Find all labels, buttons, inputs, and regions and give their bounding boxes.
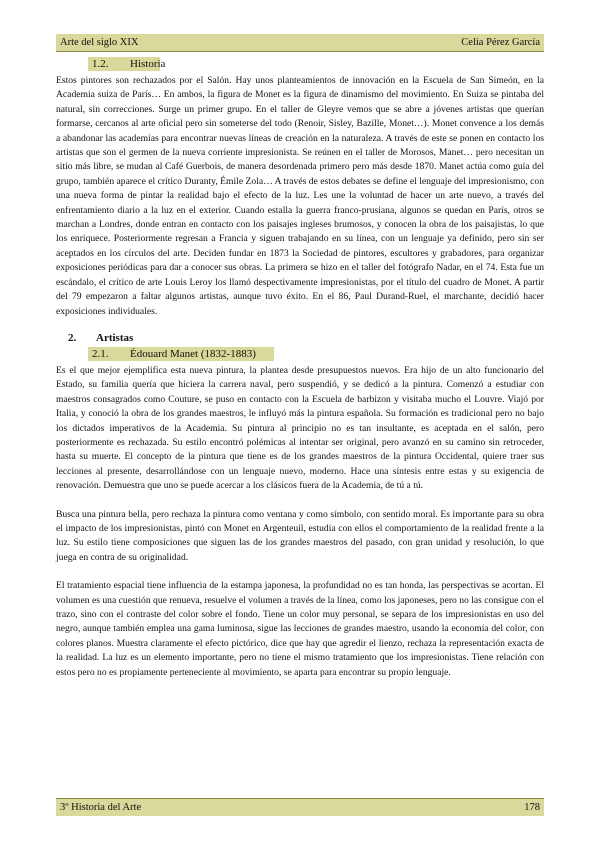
paragraph-historia: Estos pintores son rechazados por el Salón. Hay unos planteamientos de innovación en la Escuela de San Simeón, en la Academia suiza de París… En ambos, la figura de Monet es la figura de dinamismo del movimiento. En Suiza se pintaba del natural, sin correcciones. Surge un primer grupo. En el taller de Gleyre vemos que se abre a jóvenes artistas que querían formarse, cercanos al arte oficial pero sin someterse del todo (Renoir, Sisley, Bazille, Monet…). Monet convence a los demás a abandonar las academias para encontrar nuevas líneas de creación en la naturaleza. A través de este se ponen en contacto los artistas que son el germen de la nueva corriente impresionista. Se reúnen en el taller de Morosos, Manet… pero necesitan un sitio más libre, se mudan al Café Guerbois, de manera desordenada primero pero más desde 1870. Manet actúa como guía del grupo, también aparece el crítico Duranty, Émile Zola… A través de estos debates se define el lenguaje del impresionismo, con una nueva forma de pintar la realidad bajo el efecto de la luz. Les une la voluntad de hacer un arte nuevo, a través del enfrentamiento diario a la luz en el exterior. Cuando estalla la guerra franco-prusiana, algunos se quedan en París, otros se marchan a Londres, donde entran en contacto con los paisajes ingleses brumosos, y conocen la obra de los paisajistas, lo que los enriquece. Posteriormente regresan a Francia y siguen trabajando en su línea, con un lenguaje ya definido, pero sin ser aceptados en los círculos del arte. Deciden fundar en 1873 la Sociedad de pintores, escultores y grabadores, para organizar exposiciones periódicas para dar a conocer sus obras. La primera se hizo en el taller del fotógrafo Nadar, en el 74. Esta fue un escándalo, el crítico de arte Louis Leroy los llamó despectivamente impresionistas, por el título del cuadro de Monet. A partir del 79 empezaron a faltar algunos artistas, aunque tuvo éxito. En el 86, Paul Durand-Ruel, el marchante, decidió hacer exposiciones individuales. bbox=[56, 75, 544, 317]
page-number: 178 bbox=[524, 802, 540, 813]
subsection-title: Édouard Manet (1832-1883) bbox=[130, 347, 256, 360]
subsection-title: Historia bbox=[130, 58, 166, 70]
page-footer bbox=[56, 798, 544, 816]
paragraph-manet-1: Es el que mejor ejemplifica esta nueva pintura, la plantea desde presupuestos nuevos. Era hijo de un alto funcionario del Estado, su familia quería que hiciera la carrera naval, pero suspendió, y se dedicó a la pintura. Comenzó a estudiar con maestros consagrados como Couture, se puso en contacto con la Escuela de barbizon y visitaba mucho el Louvre. Viajó por Italia, y conoció la obra de los grandes maestros, le influyó más la pintura española. Su formación es tradicional pero no bajo los dictados imperativos de la Academia. Su pintura al principio no es tan insultante, es aceptada en el salón, pero posteriormente es rechazada. Su estilo encontró polémicas al intentar ser original, pero avanzó en su camino sin retroceder, hasta su muerte. El concepto de la pintura que tiene es de los grandes maestros de la pintura Occidental, quiere traer sus lecciones al presente, desarrollándose con un lenguaje nuevo, moderno. Hace una síntesis entre estas y su exigencia de renovación. Demuestra que uno se puede acercar a los clásicos fuera de la Academia, de tú a tú. bbox=[56, 364, 544, 492]
page-body bbox=[56, 57, 544, 680]
subsection-heading-historia bbox=[56, 57, 544, 72]
section-heading-artistas bbox=[56, 331, 544, 345]
header-course-title: Arte del siglo XIX bbox=[60, 37, 139, 48]
footer-course-name: 3º Historia del Arte bbox=[60, 802, 142, 813]
section-number: 2. bbox=[68, 331, 77, 344]
page-header bbox=[56, 34, 544, 52]
paragraph-manet-2: Busca una pintura bella, pero rechaza la pintura como ventana y como símbolo, con sentido moral. Es importante para su obra el impacto de los impresionistas, pintó con Monet en Argenteuil, estudia con ellos el comportamiento de la realidad frente a la luz. Su estilo tiene composiciones que siguen las de los grandes maestros del pasado, con gran unidad y resolución, lo que juega en contra de su originalidad. bbox=[56, 508, 544, 563]
subsection-number: 1.2. bbox=[92, 58, 109, 70]
paragraph-manet-3: El tratamiento espacial tiene influencia de la estampa japonesa, la profundidad no es tan honda, las perspectivas se acortan. El volumen es una cuestión que renueva, resuelve el volumen a través de la línea, como los japoneses, pero no las consigue con el trazo, sino con el contraste del color sobre el fondo. Tiene un color muy personal, se separa de los impresionistas en uso del negro, aunque también emplea una gama luminosa, sigue las lecciones de grandes maestro, usando la economía del color, con colores planos. Muestra claramente el efecto pictórico, dice que hay que agredir el lienzo, rechaza la representación exacta de la realidad. La luz es un elemento importante, pero no tiene el mismo tratamiento que los impresionistas. Tiene relación con estos pero no es propiamente perteneciente al movimiento, se aparta para encontrar su propio lenguaje. bbox=[56, 580, 544, 678]
header-author: Celia Pérez García bbox=[461, 37, 540, 48]
subsection-heading-manet bbox=[56, 347, 544, 362]
section-title: Artistas bbox=[96, 331, 134, 344]
subsection-number: 2.1. bbox=[92, 347, 109, 360]
